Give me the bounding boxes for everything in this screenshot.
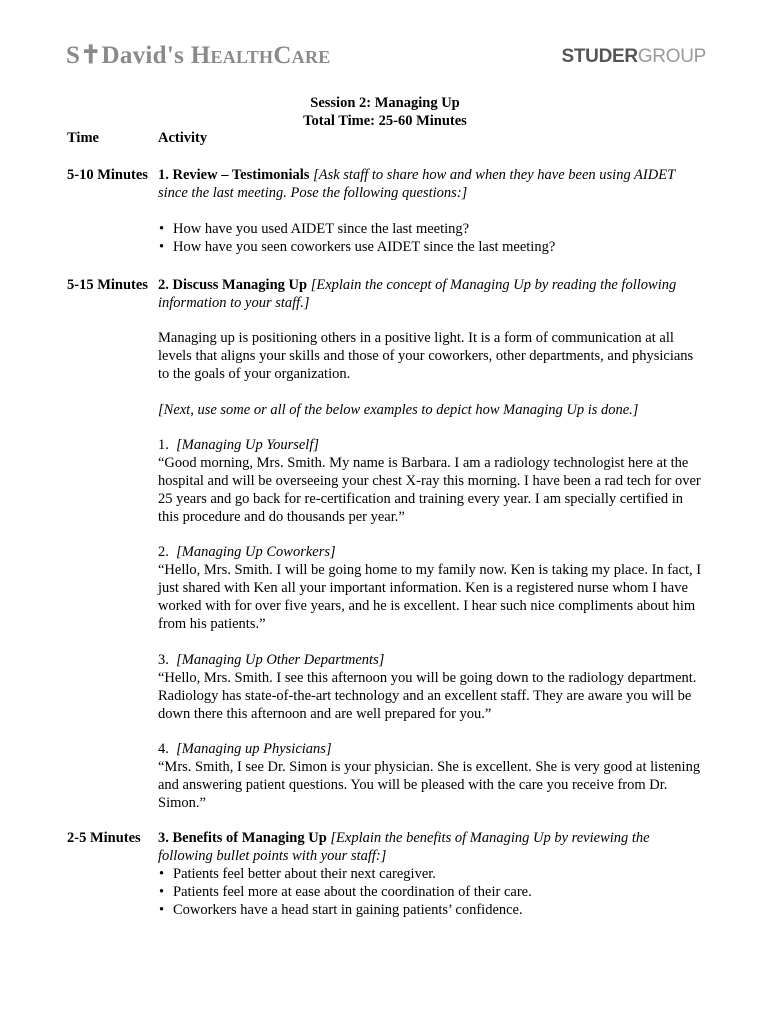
section-3-heading: 3. Benefits of Managing Up bbox=[158, 830, 327, 846]
st-davids-healthcare-logo: S✝David's HealthCare bbox=[66, 42, 331, 69]
example-1: 1. [Managing Up Yourself] “Good morning, Mrs. Smith. My name is Barbara. I am a radiology technologist here at the hospital and will be overseeing your chest X-ray this morning. I have been a rad tech for over 25 years and go back for re-certification and training every year. I am specially certified in this procedure and do thousands per year.” bbox=[158, 436, 706, 526]
section-1-time: 5-10 Minutes bbox=[67, 167, 148, 183]
section-3-benefits bbox=[158, 829, 706, 919]
managing-up-definition: Managing up is positioning others in a positive light. It is a form of communication at all levels that aligns your skills and those of your coworkers, other departments, and physicians to the goals of your organization. bbox=[158, 330, 694, 382]
total-time: Total Time: 25-60 Minutes bbox=[303, 113, 467, 129]
section-2-heading: 2. Discuss Managing Up bbox=[158, 277, 308, 293]
section-1-review-testimonials bbox=[158, 166, 706, 202]
example-label: [Managing Up Yourself] bbox=[176, 437, 320, 453]
section-2-time: 5-15 Minutes bbox=[67, 277, 148, 293]
example-2: 2. [Managing Up Coworkers] “Hello, Mrs. Smith. I will be going home to my family now. Ken is taking my place. In fact, I just shared with Ken all your important information. Ken is a registered nurse whom I have worked with for over five years, and he is excellent. I hear such nice compliments about him from his patients.” bbox=[158, 543, 706, 633]
example-quote: “Hello, Mrs. Smith. I will be going home to my family now. Ken is taking my place. In fact, I just shared with Ken all your important information. Ken is a registered nurse whom I have worked with for over five years, and he is excellent. I hear such nice compliments about him from his patients.” bbox=[158, 562, 702, 632]
section-3-time: 2-5 Minutes bbox=[67, 830, 141, 846]
cross-icon: ✝ bbox=[80, 42, 102, 69]
list-item: • Patients feel better about their next caregiver. bbox=[158, 865, 706, 883]
section-1-heading: 1. Review – Testimonials bbox=[158, 167, 310, 183]
list-item: • Patients feel more at ease about the coordination of their care. bbox=[158, 883, 706, 901]
examples-note: [Next, use some or all of the below examples to depict how Managing Up is done.] bbox=[158, 402, 639, 418]
list-item: • How have you used AIDET since the last meeting? bbox=[158, 220, 706, 238]
example-quote: “Hello, Mrs. Smith. I see this afternoon you will be going down to the radiology department. Radiology has state-of-the-art technology and an excellent staff. They are aware you will be down there this afternoon and are well prepared for you.” bbox=[158, 670, 697, 722]
studer-group-logo: STUDERGROUP bbox=[561, 46, 706, 67]
section-2-discuss-managing-up bbox=[158, 276, 706, 312]
example-4: 4. [Managing up Physicians] “Mrs. Smith, I see Dr. Simon is your physician. She is excellent. She is very good at listening and answering patient questions. You will be pleased with the care you receive from Dr. Simon.” bbox=[158, 740, 706, 812]
example-label: [Managing up Physicians] bbox=[176, 741, 332, 757]
session-title: Session 2: Managing Up bbox=[310, 95, 460, 111]
example-label: [Managing Up Other Departments] bbox=[176, 652, 385, 668]
example-quote: “Mrs. Smith, I see Dr. Simon is your physician. She is excellent. She is very good at listening and answering patient questions. You will be pleased with the care you receive from Dr. Simon.” bbox=[158, 759, 701, 811]
example-label: [Managing Up Coworkers] bbox=[176, 544, 336, 560]
page-title bbox=[0, 94, 770, 130]
time-column-header: Time bbox=[67, 130, 99, 146]
list-item: • How have you seen coworkers use AIDET since the last meeting? bbox=[158, 238, 706, 256]
section-3-instruction: [Explain the benefits of Managing Up by reviewing the following bullet points with your staff:] bbox=[158, 830, 650, 864]
section-1-bullets bbox=[158, 220, 706, 256]
example-3: 3. [Managing Up Other Departments] “Hello, Mrs. Smith. I see this afternoon you will be going down to the radiology department. Radiology has state-of-the-art technology and an excellent staff. They are aware you will be down there this afternoon and are well prepared for you.” bbox=[158, 651, 706, 723]
list-item: • Coworkers have a head start in gaining patients’ confidence. bbox=[158, 901, 706, 919]
section-2-instruction: [Explain the concept of Managing Up by reading the following information to your staff.] bbox=[158, 277, 677, 311]
activity-column-header: Activity bbox=[158, 130, 208, 146]
example-quote: “Good morning, Mrs. Smith. My name is Barbara. I am a radiology technologist here at the hospital and will be overseeing your chest X-ray this morning. I have been a rad tech for over 25 years and go back for re-certification and training every year. I am specially certified in this procedure and do thousands per year.” bbox=[158, 455, 701, 525]
section-1-instruction: [Ask staff to share how and when they have been using AIDET since the last meeting. Pose the following questions:] bbox=[158, 167, 675, 201]
